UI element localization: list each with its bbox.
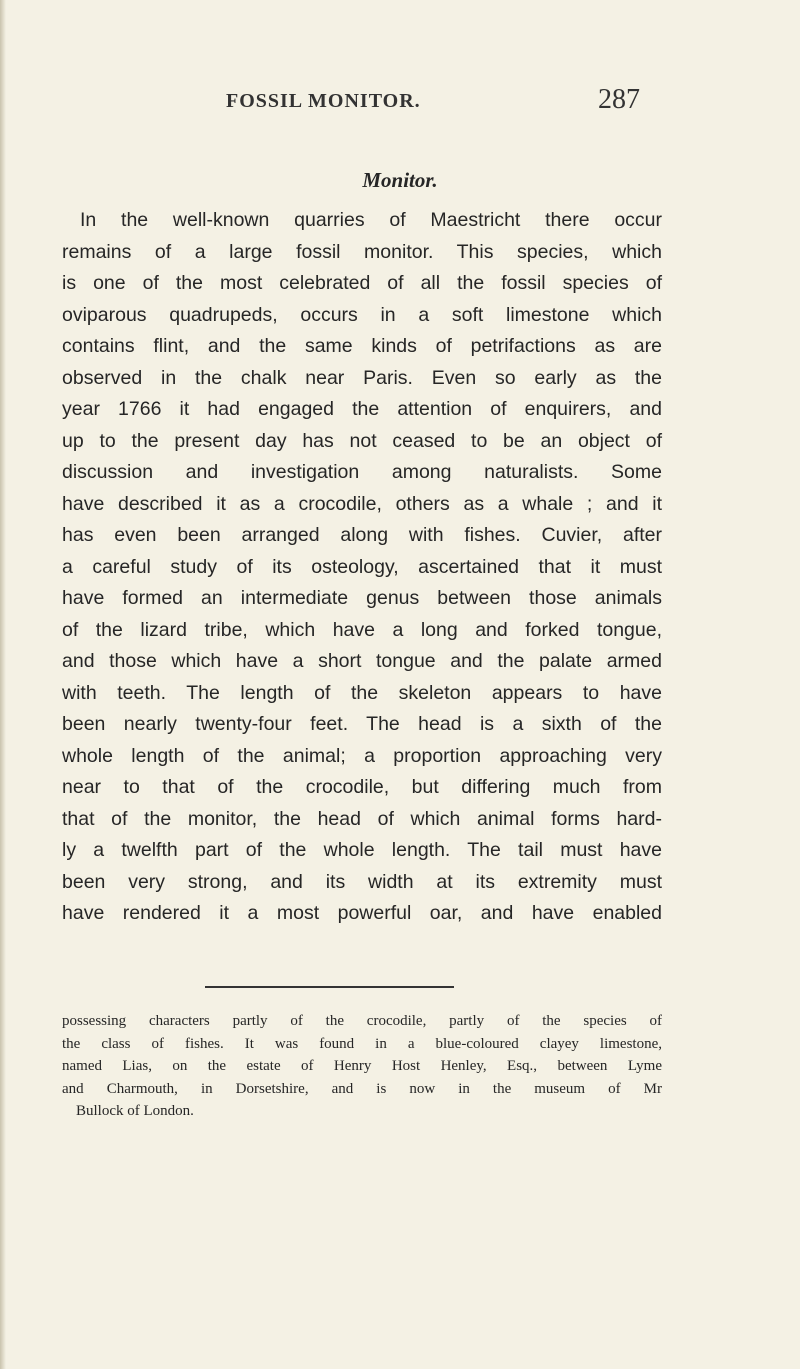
- footnote-line: possessing characters partly of the crocodile, partly of the species of: [62, 1013, 662, 1029]
- footnote-line: the class of fishes. It was found in a blue-coloured clayey limestone,: [62, 1035, 662, 1052]
- running-head: FOSSIL MONITOR.: [226, 90, 421, 112]
- body-line: have formed an intermediate genus between those animals: [62, 587, 662, 609]
- body-line: up to the present day has not ceased to be an object of: [62, 429, 662, 452]
- footnote-line: Bullock of London.: [76, 1103, 194, 1119]
- body-line: discussion and investigation among naturalists. Some: [62, 461, 662, 483]
- body-line: that of the monitor, the head of which animal forms hard-: [62, 807, 662, 830]
- body-line: is one of the most celebrated of all the fossil species of: [62, 272, 662, 294]
- body-line: remains of a large fossil monitor. This species, which: [62, 240, 662, 263]
- body-line: In the well-known quarries of Maestricht there occur: [80, 209, 662, 231]
- footnote-divider: [205, 986, 454, 988]
- body-line: have described it as a crocodile, others as a whale ; and it: [62, 492, 662, 515]
- page-spine-shadow: [0, 0, 6, 1369]
- body-line: near to that of the crocodile, but differing much from: [62, 776, 662, 798]
- body-line: been nearly twenty-four feet. The head is a sixth of the: [62, 713, 662, 735]
- body-line: year 1766 it had engaged the attention of enquirers, and: [62, 398, 662, 420]
- body-line: with teeth. The length of the skeleton appears to have: [62, 681, 662, 704]
- body-line: and those which have a short tongue and the palate armed: [62, 650, 662, 672]
- body-line: have rendered it a most powerful oar, and have enabled: [62, 902, 662, 924]
- body-line: a careful study of its osteology, ascertained that it must: [62, 555, 662, 578]
- body-line: contains flint, and the same kinds of petrifactions as are: [62, 335, 662, 357]
- page-number: 287: [598, 84, 640, 115]
- body-line: has even been arranged along with fishes. Cuvier, after: [62, 524, 662, 546]
- body-line: been very strong, and its width at its extremity must: [62, 870, 662, 893]
- footnote-line: named Lias, on the estate of Henry Host Henley, Esq., between Lyme: [62, 1058, 662, 1074]
- body-line: oviparous quadrupeds, occurs in a soft limestone which: [62, 303, 662, 326]
- page-header: [0, 84, 800, 122]
- footnote-line: and Charmouth, in Dorsetshire, and is now in the museum of Mr: [62, 1080, 662, 1097]
- body-line: of the lizard tribe, which have a long and forked tongue,: [62, 618, 662, 641]
- body-line: observed in the chalk near Paris. Even so early as the: [62, 366, 662, 389]
- section-title: Monitor.: [362, 168, 438, 192]
- body-line: whole length of the animal; a proportion approaching very: [62, 744, 662, 767]
- footnote: [62, 1010, 662, 1123]
- body-paragraph: [62, 205, 662, 930]
- body-line: ly a twelfth part of the whole length. The tail must have: [62, 839, 662, 861]
